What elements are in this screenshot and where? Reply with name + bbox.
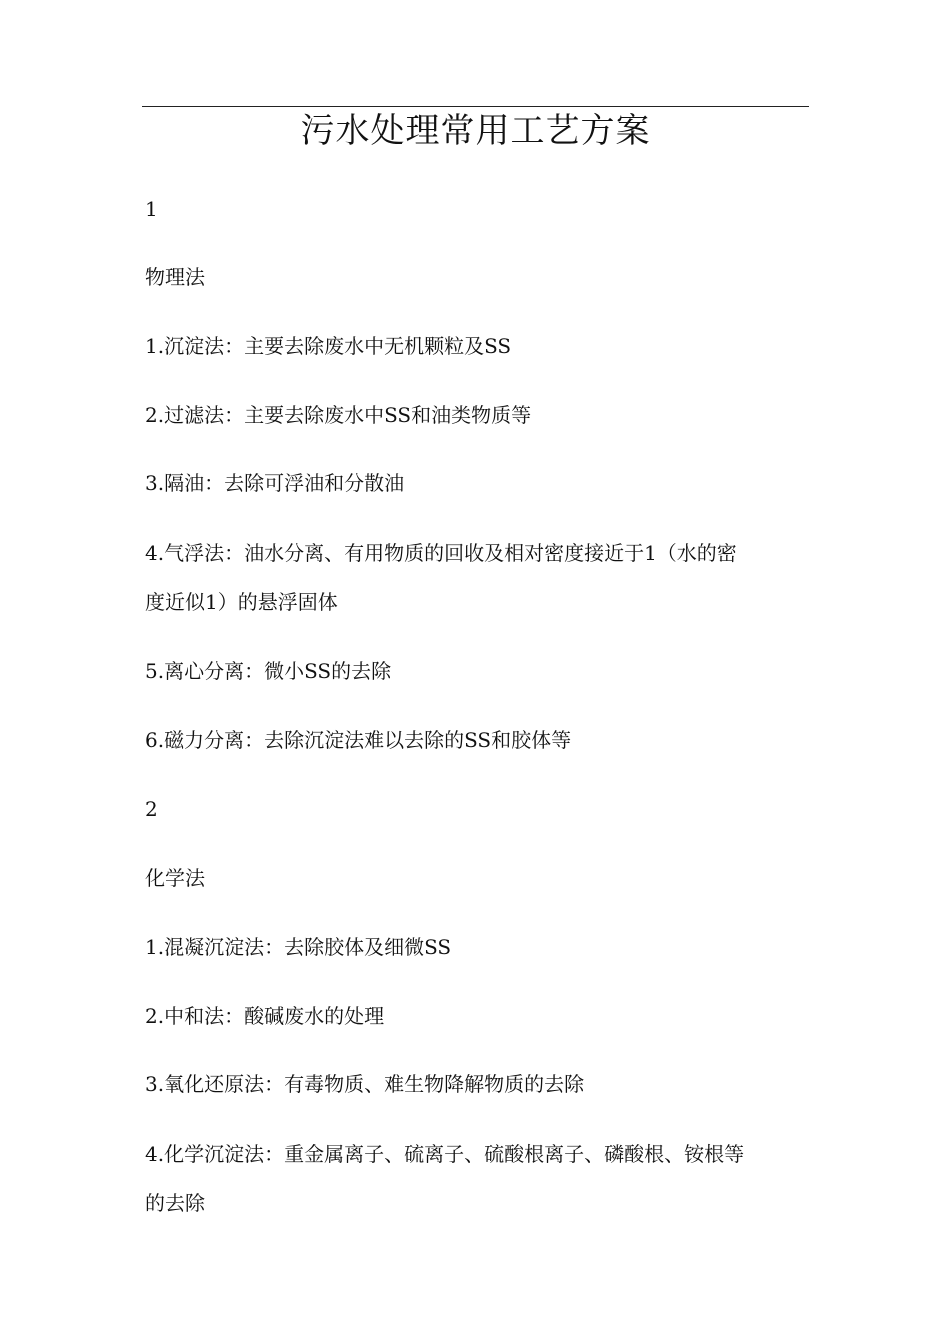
- list-item: 4.气浮法：油水分离、有用物质的回收及相对密度接近于1（水的密: [145, 541, 737, 565]
- list-item: 4.化学沉淀法：重金属离子、硫离子、硫酸根离子、磷酸根、铵根等: [145, 1142, 745, 1166]
- list-item: 5.离心分离：微小SS的去除: [145, 659, 392, 683]
- section-number-2: 2: [145, 797, 158, 821]
- list-item-continuation: 的去除: [145, 1191, 205, 1215]
- header-rule: [142, 106, 809, 107]
- list-item-continuation: 度近似1）的悬浮固体: [145, 590, 338, 614]
- list-item: 6.磁力分离：去除沉淀法难以去除的SS和胶体等: [145, 728, 572, 752]
- section-number-1: 1: [145, 197, 158, 221]
- list-item: 3.氧化还原法：有毒物质、难生物降解物质的去除: [145, 1072, 585, 1096]
- list-item: 3.隔油：去除可浮油和分散油: [145, 471, 405, 495]
- list-item: 2.中和法：酸碱废水的处理: [145, 1004, 385, 1028]
- document-title: 污水处理常用工艺方案: [300, 111, 651, 151]
- list-item: 1.沉淀法：主要去除废水中无机颗粒及SS: [145, 334, 512, 358]
- section-heading-physical: 物理法: [145, 265, 205, 289]
- list-item: 2.过滤法：主要去除废水中SS和油类物质等: [145, 403, 532, 427]
- list-item: 1.混凝沉淀法：去除胶体及细微SS: [145, 935, 452, 959]
- section-heading-chemical: 化学法: [145, 866, 205, 890]
